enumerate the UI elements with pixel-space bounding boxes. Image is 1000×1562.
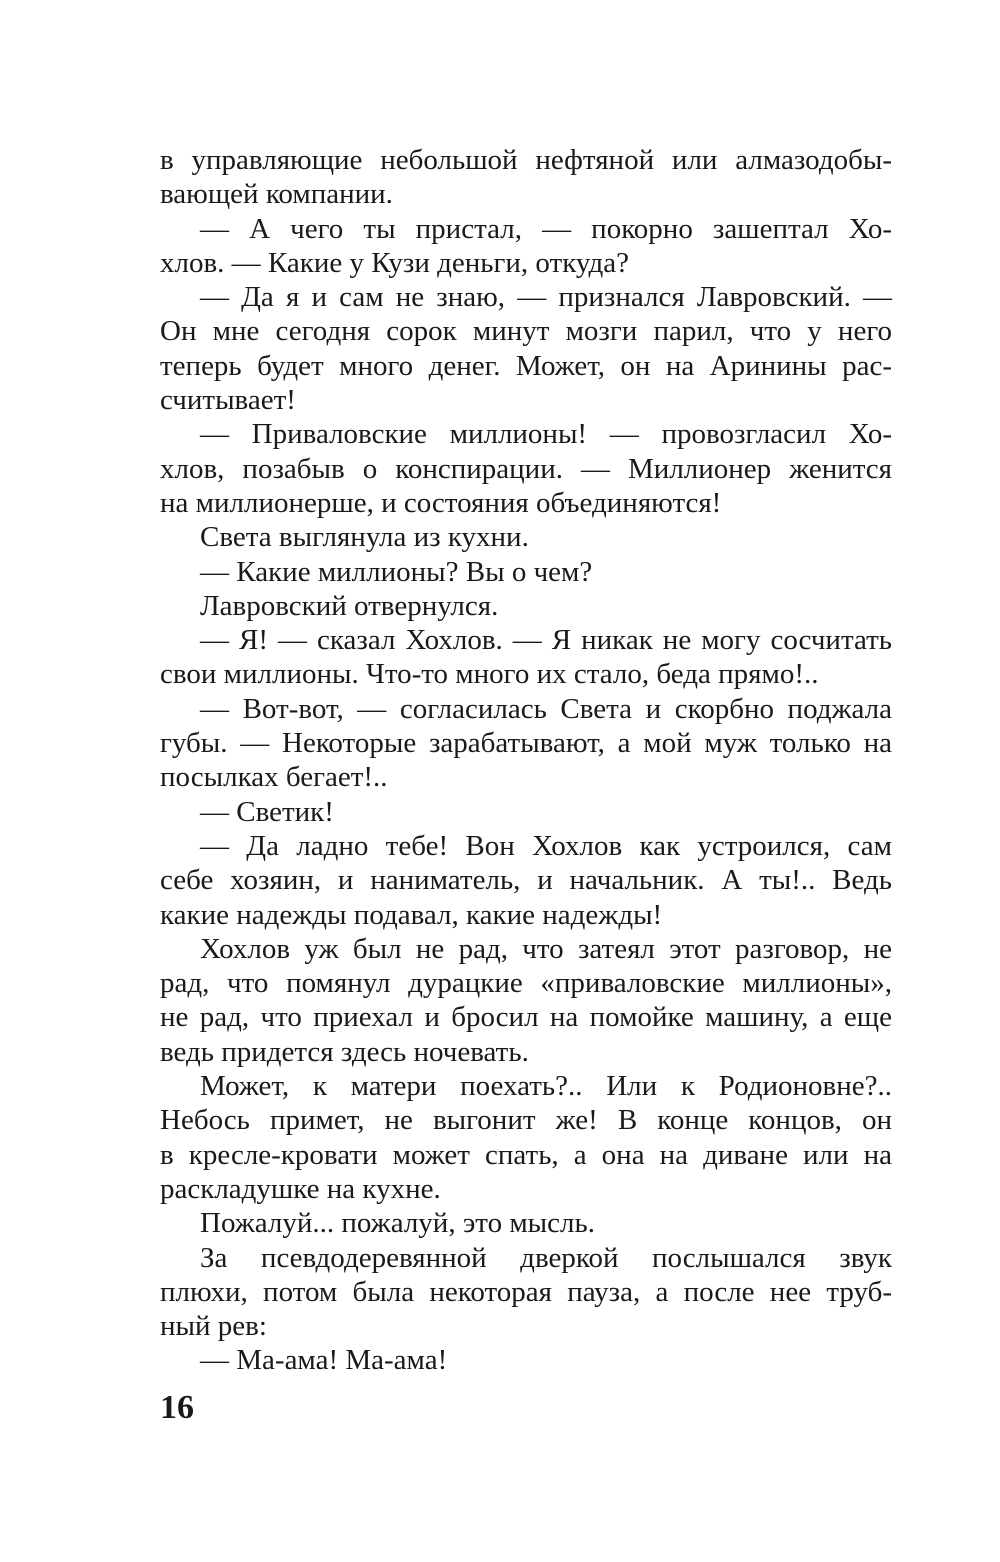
text-line: раскладушке на кухне. bbox=[160, 1172, 441, 1205]
text-line: Он мне сегодня сорок минут мозги парил, что у него bbox=[160, 315, 892, 348]
book-page-text bbox=[160, 143, 892, 1378]
text-line: хлов, позабыв о конспирации. — Миллионер женится bbox=[160, 452, 892, 485]
text-line: Небось примет, не выгонит же! В конце концов, он bbox=[160, 1104, 892, 1137]
text-line: в управляющие небольшой нефтяной или алмазодобы- bbox=[160, 144, 892, 176]
text-line: Пожалуй... пожалуй, это мысль. bbox=[200, 1207, 595, 1240]
text-line: За псевдодеревянной дверкой послышался звук bbox=[200, 1241, 892, 1274]
text-line: — Да ладно тебе! Вон Хохлов как устроился, сам bbox=[200, 829, 892, 862]
text-line: посылках бегает!.. bbox=[160, 761, 388, 794]
text-line: свои миллионы. Что-то много их стало, беда прямо!.. bbox=[160, 658, 819, 691]
text-line: плюхи, потом была некоторая пауза, а после нее труб- bbox=[160, 1275, 892, 1308]
text-line: хлов. — Какие у Кузи деньги, откуда? bbox=[160, 246, 630, 279]
text-line: Света выглянула из кухни. bbox=[200, 521, 529, 554]
text-line: теперь будет много денег. Может, он на Аринины рас- bbox=[160, 349, 892, 382]
text-line: Лавровский отвернулся. bbox=[200, 589, 499, 622]
text-line: рад, что помянул дурацкие «приваловские миллионы», bbox=[160, 967, 892, 1000]
text-line: считывает! bbox=[160, 384, 296, 417]
text-line: — Я! — сказал Хохлов. — Я никак не могу сосчитать bbox=[200, 624, 892, 657]
text-line: на миллионерше, и состояния объединяются! bbox=[160, 486, 722, 519]
text-line: в кресле-кровати может спать, а она на диване или на bbox=[160, 1138, 892, 1171]
text-line: себе хозяин, и наниматель, и начальник. А ты!.. Ведь bbox=[160, 864, 892, 897]
text-line: какие надежды подавал, какие надежды! bbox=[160, 898, 663, 931]
text-line: — Ма-ама! Ма-ама! bbox=[200, 1344, 448, 1377]
text-line: Хохлов уж был не рад, что затеял этот разговор, не bbox=[200, 932, 892, 965]
text-line: ный рев: bbox=[160, 1310, 267, 1343]
text-line: — Светик! bbox=[200, 795, 334, 828]
page-number: 16 bbox=[160, 1389, 194, 1426]
text-line: Может, к матери поехать?.. Или к Родионовне?.. bbox=[200, 1070, 892, 1103]
text-line: — Приваловские миллионы! — провозгласил Хо- bbox=[200, 418, 892, 451]
text-line: — Вот-вот, — согласилась Света и скорбно поджала bbox=[200, 692, 892, 725]
text-line: — Какие миллионы? Вы о чем? bbox=[200, 555, 593, 588]
text-line: не рад, что приехал и бросил на помойке машину, а еще bbox=[160, 1001, 892, 1034]
text-line: — Да я и сам не знаю, — признался Лавровский. — bbox=[200, 281, 892, 314]
text-line: губы. — Некоторые зарабатывают, а мой муж только на bbox=[160, 727, 892, 760]
text-line: ведь придется здесь ночевать. bbox=[160, 1035, 529, 1068]
text-line: — А чего ты пристал, — покорно зашептал Хо- bbox=[200, 212, 892, 245]
text-line: вающей компании. bbox=[160, 178, 393, 211]
